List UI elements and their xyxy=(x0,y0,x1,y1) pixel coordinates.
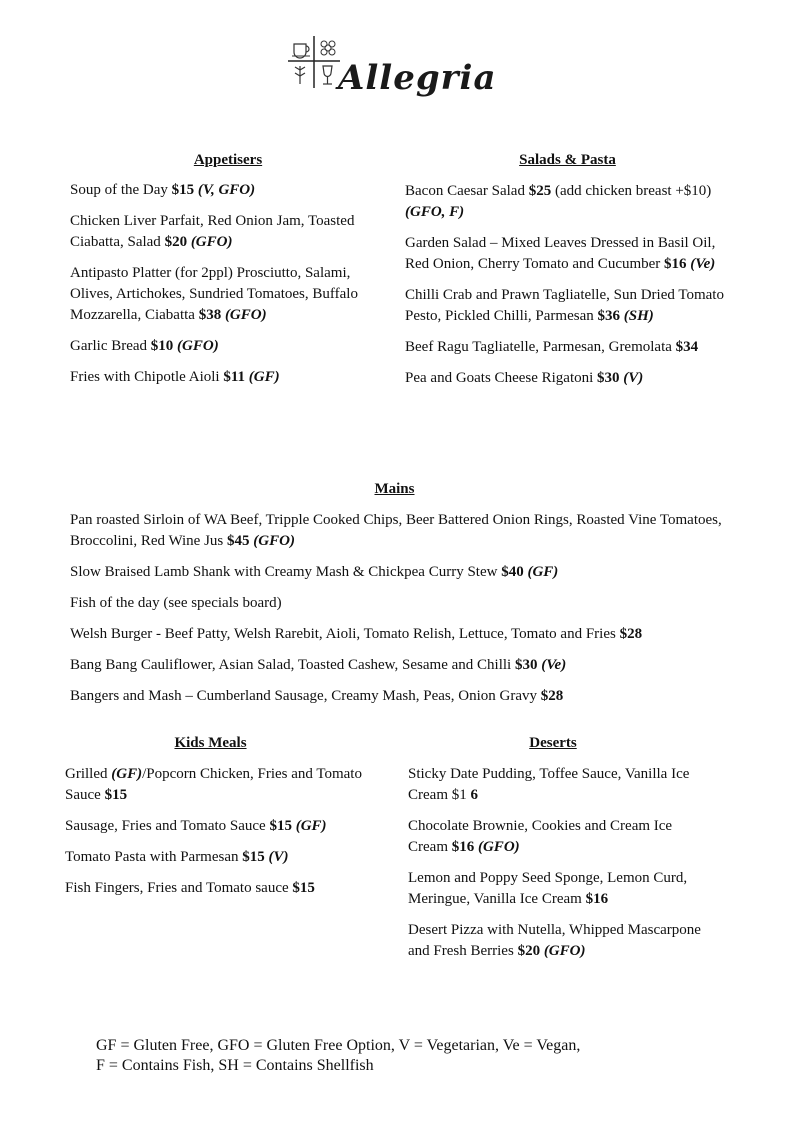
allegria-logo xyxy=(286,32,497,142)
coffee-cup-icon xyxy=(292,44,310,58)
item-description: Welsh Burger - Beef Patty, Welsh Rarebit, Aioli, Tomato Relish, Lettuce, Tomato and Fries xyxy=(70,626,616,642)
item-description: Sticky Date Pudding, Toffee Sauce, Vanilla Ice Cream $1 xyxy=(408,766,690,803)
dietary-tag: (V) xyxy=(623,370,644,386)
dietary-tag: (Ve) xyxy=(690,256,716,272)
item-description: Pan roasted Sirloin of WA Beef, Tripple Cooked Chips, Beer Battered Onion Rings, Roasted Vine Tomatoes, Broccolini, Red Wine Jus xyxy=(70,512,722,549)
item-price: $45 xyxy=(227,533,250,549)
dietary-tag: (GF) xyxy=(248,369,280,385)
item-price: $10 xyxy=(150,338,174,354)
item-price: $15 xyxy=(104,787,128,803)
item-description: Chicken Liver Parfait, Red Onion Jam, Toasted Ciabatta, Salad xyxy=(70,213,355,250)
dietary-tag: (GFO) xyxy=(253,533,295,549)
item-price: $11 xyxy=(223,369,246,385)
menu-item xyxy=(65,816,365,837)
item-description: Desert Pizza with Nutella, Whipped Mascarpone and Fresh Berries xyxy=(408,922,701,959)
menu-item xyxy=(65,878,365,899)
menu-item xyxy=(65,764,365,806)
item-prefix: Grilled xyxy=(65,766,112,782)
menu-item xyxy=(408,868,703,910)
item-extra: (add chicken breast xyxy=(554,183,672,199)
dietary-tag: (V, GFO) xyxy=(197,182,256,198)
dietary-tag: (GF) xyxy=(111,766,143,782)
kids-meals-heading: Kids Meals xyxy=(174,735,247,751)
item-price: $38 xyxy=(198,307,222,323)
dietary-tag: (GFO) xyxy=(177,338,219,354)
item-price: 6 xyxy=(470,787,478,803)
item-price: $36 xyxy=(597,308,620,324)
wine-glass-icon xyxy=(323,66,332,84)
item-description: Slow Braised Lamb Shank with Creamy Mash & Chickpea Curry Stew xyxy=(70,564,498,580)
menu-item xyxy=(70,263,390,326)
menu-item xyxy=(70,211,390,253)
item-price: $15 xyxy=(171,182,195,198)
item-price: $28 xyxy=(540,688,564,704)
item-description: Chilli Crab and Prawn Tagliatelle, Sun Dried Tomato Pesto, Pickled Chilli, Parmesan xyxy=(405,287,724,324)
item-price: $16 xyxy=(664,256,687,272)
item-description: Beef Ragu Tagliatelle, Parmesan, Gremolata xyxy=(405,339,672,355)
menu-item xyxy=(70,624,730,645)
dietary-tag: (GFO) xyxy=(543,943,586,959)
legend-line-2: F = Contains Fish, SH = Contains Shellfish xyxy=(96,1057,374,1074)
sprig-icon xyxy=(295,66,305,84)
dietary-tag: (GFO) xyxy=(224,307,267,323)
menu-item xyxy=(70,336,390,357)
item-price: $25 xyxy=(528,183,552,199)
item-description: Lemon and Poppy Seed Sponge, Lemon Curd, Meringue, Vanilla Ice Cream xyxy=(408,870,688,907)
item-price: $30 xyxy=(597,370,620,386)
menu-item xyxy=(405,285,730,327)
item-price: $16 xyxy=(585,891,609,907)
dietary-tag: (SH) xyxy=(623,308,654,324)
item-description: Garden Salad – Mixed Leaves Dressed in Basil Oil, Red Onion, Cherry Tomato and Cucumber xyxy=(405,235,716,272)
item-price: $15 xyxy=(242,849,265,865)
item-description: Fish of the day (see specials board) xyxy=(70,595,282,611)
menu-item xyxy=(405,337,730,358)
flower-icon xyxy=(321,41,335,55)
menu-item xyxy=(405,181,730,223)
mains-list xyxy=(70,510,730,717)
dietary-legend xyxy=(96,1036,580,1076)
item-description: /Popcorn Chicken, Fries and Tomato Sauce xyxy=(65,766,362,803)
appetisers-list xyxy=(70,180,390,398)
menu-item xyxy=(70,510,730,552)
item-price: $15 xyxy=(269,818,292,834)
mains-heading: Mains xyxy=(374,481,415,497)
menu-item xyxy=(65,847,365,868)
legend-line-1: GF = Gluten Free, GFO = Gluten Free Option, V = Vegetarian, Ve = Vegan, xyxy=(96,1037,581,1054)
deserts-list xyxy=(408,764,703,972)
salads-pasta-heading: Salads & Pasta xyxy=(519,152,616,168)
menu-item xyxy=(70,562,730,583)
item-description: Tomato Pasta with Parmesan xyxy=(65,849,239,865)
dietary-tag: (GFO) xyxy=(190,234,233,250)
item-price: $16 xyxy=(451,839,475,855)
dietary-tag: (GFO) xyxy=(477,839,520,855)
dietary-tag: (V) xyxy=(268,849,289,865)
item-description: Garlic Bread xyxy=(70,338,148,354)
dietary-tag: (GFO, F) xyxy=(405,204,465,220)
item-description: Sausage, Fries and Tomato Sauce xyxy=(65,818,266,834)
brand-name: Allegria xyxy=(338,58,497,98)
menu-item xyxy=(405,368,730,389)
item-price: $40 xyxy=(501,564,524,580)
item-extra-price: +$10) xyxy=(675,183,712,199)
menu-item xyxy=(70,655,730,676)
menu-item xyxy=(408,816,703,858)
menu-item xyxy=(408,920,703,962)
item-price: $34 xyxy=(675,339,699,355)
item-description: Antipasto Platter (for 2ppl) Prosciutto, Salami, Olives, Artichokes, Sundried Tomatoes, Buffalo Mozzarella, Ciabatta xyxy=(70,265,358,323)
item-description: Pea and Goats Cheese Rigatoni xyxy=(405,370,594,386)
dietary-tag: (Ve) xyxy=(541,657,567,673)
item-description: Soup of the Day xyxy=(70,182,168,198)
deserts-heading: Deserts xyxy=(529,735,577,751)
menu-item xyxy=(405,233,730,275)
item-price: $20 xyxy=(164,234,188,250)
item-description: Bangers and Mash – Cumberland Sausage, Creamy Mash, Peas, Onion Gravy xyxy=(70,688,537,704)
menu-item xyxy=(70,593,730,614)
appetisers-heading: Appetisers xyxy=(193,152,263,168)
item-description: Bang Bang Cauliflower, Asian Salad, Toasted Cashew, Sesame and Chilli xyxy=(70,657,512,673)
item-description: Fries with Chipotle Aioli xyxy=(70,369,220,385)
item-description: Chocolate Brownie, Cookies and Cream Ice Cream xyxy=(408,818,673,855)
menu-item xyxy=(408,764,703,806)
item-price: $20 xyxy=(517,943,541,959)
item-price: $28 xyxy=(619,626,643,642)
menu-item xyxy=(70,686,730,707)
dietary-tag: (GF) xyxy=(295,818,327,834)
dietary-tag: (GF) xyxy=(527,564,559,580)
item-price: $15 xyxy=(292,880,315,896)
menu-item xyxy=(70,180,390,201)
item-description: Fish Fingers, Fries and Tomato sauce xyxy=(65,880,289,896)
menu-item xyxy=(70,367,390,388)
item-price: $30 xyxy=(514,657,538,673)
item-description: Bacon Caesar Salad xyxy=(405,183,525,199)
salads-pasta-list xyxy=(405,181,730,399)
kids-meals-list xyxy=(65,764,365,909)
